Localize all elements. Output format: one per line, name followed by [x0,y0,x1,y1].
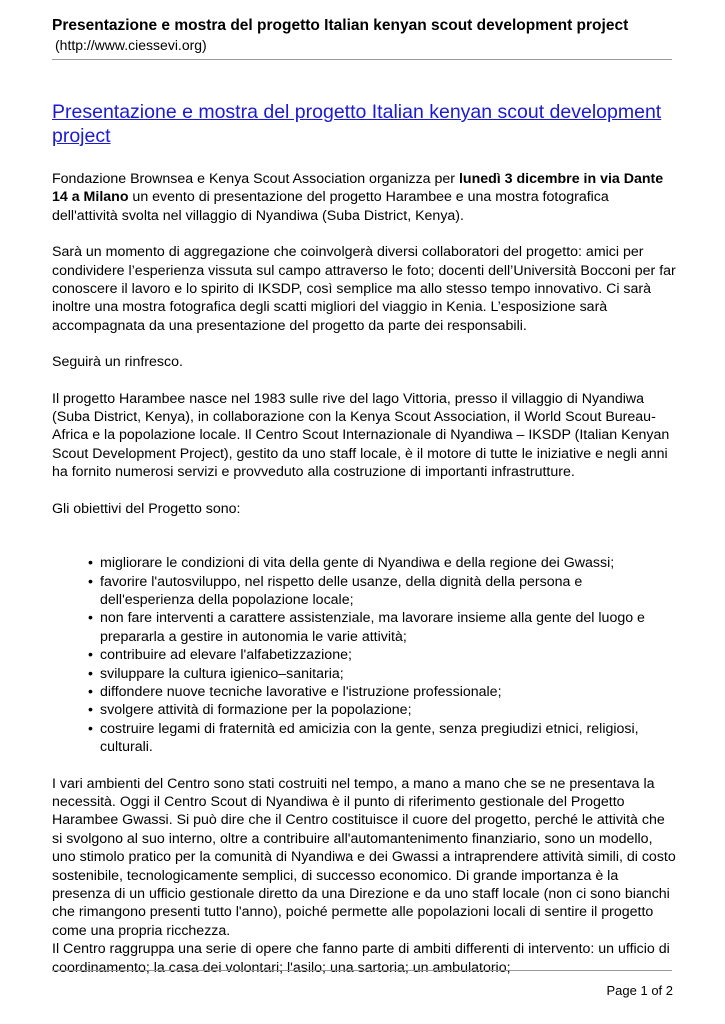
objectives-list [52,554,677,756]
list-item-text: diffondere nuove tecniche lavorative e l'istruzione professionale; [100,683,502,700]
aggregation-paragraph: Sarà un momento di aggregazione che coinvolgerà diversi collaboratori del progetto: amici per condividere l’esperienza vissuta sul campo attraverso le foto; docenti dell’Università Bocconi per far conoscere il lavoro e lo spirito di IKSDP, così semplice ma allo stesso tempo innovativo. Ci sarà inoltre una mostra fotografica degli scatti migliori del viaggio in Kenia. L’esposizione sarà accompagnata da una presentazione del progetto da parte dei responsabili. [52,244,676,334]
list-item-text: costruire legami di fraternità ed amicizia con la gente, senza pregiudizi etnici, religiosi, culturali. [100,720,639,756]
footer-divider [52,970,672,971]
header-title: Presentazione e mostra del progetto Italian kenyan scout development project [52,17,629,34]
bullet-icon: • [88,647,93,664]
list-item [88,683,677,701]
harambee-paragraph: Il progetto Harambee nasce nel 1983 sulle rive del lago Vittoria, presso il villaggio di Nyandiwa (Suba District, Kenya), in collaborazione con la Kenya Scout Association, il World Scout Bureau-Africa e la popolazione locale. Il Centro Scout Internazionale di Nyandiwa – IKSDP (Italian Kenyan Scout Development Project), gestito da uno staff locale, è il motore di tutte le iniziative e negli anni ha fornito numerosi servizi e provveduto alla costruzione di importanti infrastrutture. [52,390,670,481]
event-date-location: lunedì 3 dicembre in via Dante 14 a Milano [52,171,664,206]
bullet-icon: • [88,683,93,700]
list-item-text: non fare interventi a carattere assistenziale, ma lavorare insieme alla gente del luogo e prepararla a gestire in autonomia le varie attività; [100,610,645,645]
intro-paragraph [52,170,677,225]
list-item-text: favorire l'autosviluppo, nel rispetto delle usanze, della dignità della persona e dell'esperienza della popolazione locale; [100,573,583,608]
list-item [88,665,677,683]
intro-text-end: un evento di presentazione del progetto Harambee e una mostra fotografica dell'attività svolta nel villaggio di Nyandiwa (Suba District, Kenya). [52,189,609,224]
bullet-icon: • [88,555,93,572]
intro-text-start: Fondazione Brownsea e Kenya Scout Association organizza per [52,171,459,187]
header-source-url: (http://www.ciessevi.org) [55,37,207,53]
article-body [52,100,677,977]
article-title-link[interactable]: Presentazione e mostra del progetto Italian kenyan scout development project [52,101,662,147]
bullet-icon: • [88,665,93,682]
works-paragraph: Il Centro raggruppa una serie di opere che fanno parte di ambiti differenti di intervento: un ufficio di coordinamento; la casa dei volontari; l'asilo; una sartoria; un ambulatorio; [52,941,670,976]
objectives-intro: Gli obiettivi del Progetto sono: [52,500,241,517]
list-item [88,646,677,664]
header-divider [52,59,672,60]
page-number: Page 1 of 2 [606,983,673,998]
list-item-text: contribuire ad elevare l'alfabetizzazione; [100,647,352,664]
list-item-text: svolgere attività di formazione per la popolazione; [100,702,412,719]
list-item [88,573,677,610]
list-item-text: migliorare le condizioni di vita della gente di Nyandiwa e della regione dei Gwassi; [100,555,615,572]
refreshment-paragraph: Seguirà un rinfresco. [52,354,183,371]
list-item [88,701,677,719]
bullet-icon: • [88,720,93,737]
list-item [88,720,677,757]
page-header [52,16,672,54]
bullet-icon: • [88,573,93,590]
environments-paragraph: I vari ambienti del Centro sono stati costruiti nel tempo, a mano a mano che se ne presentava la necessità. Oggi il Centro Scout di Nyandiwa è il punto di riferimento gestionale del Progetto Harambee Gwassi. Si può dire che il Centro costituisce il cuore del progetto, perché le attività che si svolgono al suo interno, oltre a contribuire all'automantenimento finanziario, sono un modello, uno stimolo pratico per la comunità di Nyandiwa e dei Gwassi a intraprendere attività simili, di costo sostenibile, tecnologicamente semplici, di successo economico. Di grande importanza è la presenza di un ufficio gestionale diretto da una Direzione e da uno staff locale (non ci sono bianchi che rimangono presenti tutto l'anno), poiché permette alle popolazioni locali di sentire il progetto come una propria ricchezza. [52,775,676,939]
bullet-icon: • [88,702,93,719]
list-item-text: sviluppare la cultura igienico–sanitaria; [100,665,344,682]
bullet-icon: • [88,610,93,627]
list-item [88,609,677,646]
list-item [88,554,677,572]
